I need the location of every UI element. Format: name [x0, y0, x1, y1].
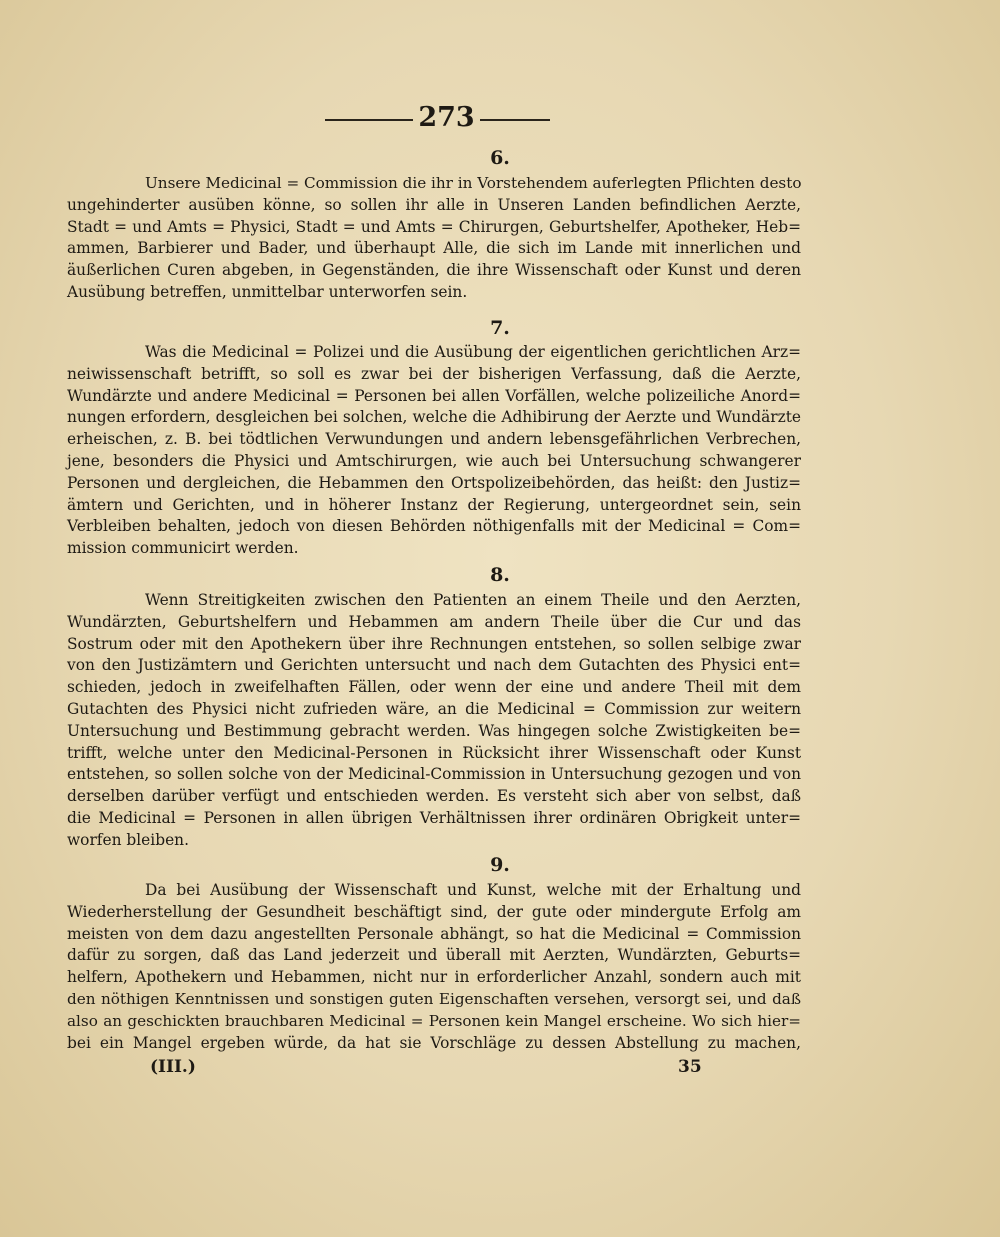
text-line: Personen und dergleichen, die Hebammen den Ortspolizeibehörden, das heißt: den Justiz=	[67, 473, 801, 492]
paragraph-9	[67, 880, 801, 1054]
text-line: ämtern und Gerichten, und in höherer Instanz der Regierung, untergeordnet sein, sein	[67, 495, 801, 514]
text-line: den nöthigen Kenntnissen und sonstigen guten Eigenschaften versehen, versorgt sei, und daß	[67, 989, 801, 1008]
text-line: ungehinderter ausüben könne, so sollen ihr alle in Unseren Landen befindlichen Aerzte,	[67, 195, 801, 214]
sheet-number: 35	[678, 1057, 702, 1077]
text-line: Untersuchung und Bestimmung gebracht werden. Was hingegen solche Zwistigkeiten be=	[67, 721, 801, 740]
text-line: äußerlichen Curen abgeben, in Gegenständen, die ihre Wissenschaft oder Kunst und deren	[67, 261, 801, 280]
text-line: schieden, jedoch in zweifelhaften Fällen, oder wenn der eine und andere Theil mit dem	[67, 678, 801, 697]
text-line: Wenn Streitigkeiten zwischen den Patienten an einem Theile und den Aerzten,	[145, 591, 801, 609]
text-line: worfen bleiben.	[67, 830, 189, 849]
text-line: ammen, Barbierer und Bader, und überhaupt Alle, die sich im Lande mit innerlichen und	[67, 239, 801, 258]
text-line: Was die Medicinal = Polizei und die Ausübung der eigentlichen gerichtlichen Arz=	[145, 343, 801, 361]
text-line: helfern, Apothekern und Hebammen, nicht nur in erforderlicher Anzahl, sondern auch mit	[67, 968, 801, 987]
text-line: Verbleiben behalten, jedoch von diesen Behörden nöthigenfalls mit der Medicinal = Com=	[67, 517, 801, 536]
text-line: meisten von dem dazu angestellten Personale abhängt, so hat die Medicinal = Commission	[67, 924, 801, 943]
text-line: dafür zu sorgen, daß das Land jederzeit und überall mit Aerzten, Wundärzten, Geburts=	[67, 946, 801, 965]
text-line: derselben darüber verfügt und entschieden werden. Es versteht sich aber von selbst, daß	[67, 787, 801, 806]
section-number-8: 8.	[490, 564, 510, 586]
page-header	[0, 100, 1000, 136]
signature-mark: (III.)	[150, 1057, 196, 1077]
text-line: mission communicirt werden.	[67, 539, 299, 558]
text-line: von den Justizämtern und Gerichten untersucht und nach dem Gutachten des Physici ent=	[67, 656, 801, 675]
text-line: Unsere Medicinal = Commission die ihr in Vorstehendem auferlegten Pflichten desto	[145, 174, 802, 192]
paragraph-7	[67, 342, 801, 560]
text-line: Wundärzte und andere Medicinal = Personen bei allen Vorfällen, welche polizeiliche Anord=	[67, 386, 801, 405]
section-number-7: 7.	[490, 317, 510, 339]
page-number: 273	[418, 102, 475, 133]
paragraph-6	[67, 173, 801, 304]
text-line: Gutachten des Physici nicht zufrieden wäre, an die Medicinal = Commission zur weitern	[67, 699, 801, 718]
text-line: Ausübung betreffen, unmittelbar unterworfen sein.	[67, 282, 468, 301]
section-number-9: 9.	[490, 854, 510, 876]
text-line: nungen erfordern, desgleichen bei solchen, welche die Adhibirung der Aerzte und Wundärzte	[67, 408, 801, 427]
text-line: Da bei Ausübung der Wissenschaft und Kunst, welche mit der Erhaltung und	[145, 881, 801, 899]
text-line: entstehen, so sollen solche von der Medicinal-Commission in Untersuchung gezogen und von	[67, 765, 801, 784]
text-line: Stadt = und Amts = Physici, Stadt = und Amts = Chirurgen, Geburtshelfer, Apotheker, Heb=	[67, 217, 801, 236]
text-line: jene, besonders die Physici und Amtschirurgen, wie auch bei Untersuchung schwangerer	[67, 451, 801, 470]
text-line: bei ein Mangel ergeben würde, da hat sie Vorschläge zu dessen Abstellung zu machen,	[67, 1033, 801, 1052]
header-rule-right	[480, 119, 550, 121]
text-line: Sostrum oder mit den Apothekern über ihre Rechnungen entstehen, so sollen selbige zwar	[67, 634, 801, 653]
text-line: erheischen, z. B. bei tödtlichen Verwundungen und andern lebensgefährlichen Verbrechen,	[67, 430, 801, 449]
text-line: Wundärzten, Geburtshelfern und Hebammen am andern Theile über die Cur und das	[67, 612, 801, 631]
text-line: trifft, welche unter den Medicinal-Personen in Rücksicht ihrer Wissenschaft oder Kunst	[67, 743, 801, 762]
text-line: Wiederherstellung der Gesundheit beschäftigt sind, der gute oder mindergute Erfolg am	[67, 902, 801, 921]
section-number-6: 6.	[490, 147, 510, 169]
text-line: also an geschickten brauchbaren Medicinal = Personen kein Mangel erscheine. Wo sich hier=	[67, 1011, 801, 1030]
text-line: neiwissenschaft betrifft, so soll es zwar bei der bisherigen Verfassung, daß die Aerzte,	[67, 364, 801, 383]
header-rule-left	[325, 119, 413, 121]
paragraph-8	[67, 590, 801, 852]
text-line: die Medicinal = Personen in allen übrigen Verhältnissen ihrer ordinären Obrigkeit unter=	[67, 808, 801, 827]
